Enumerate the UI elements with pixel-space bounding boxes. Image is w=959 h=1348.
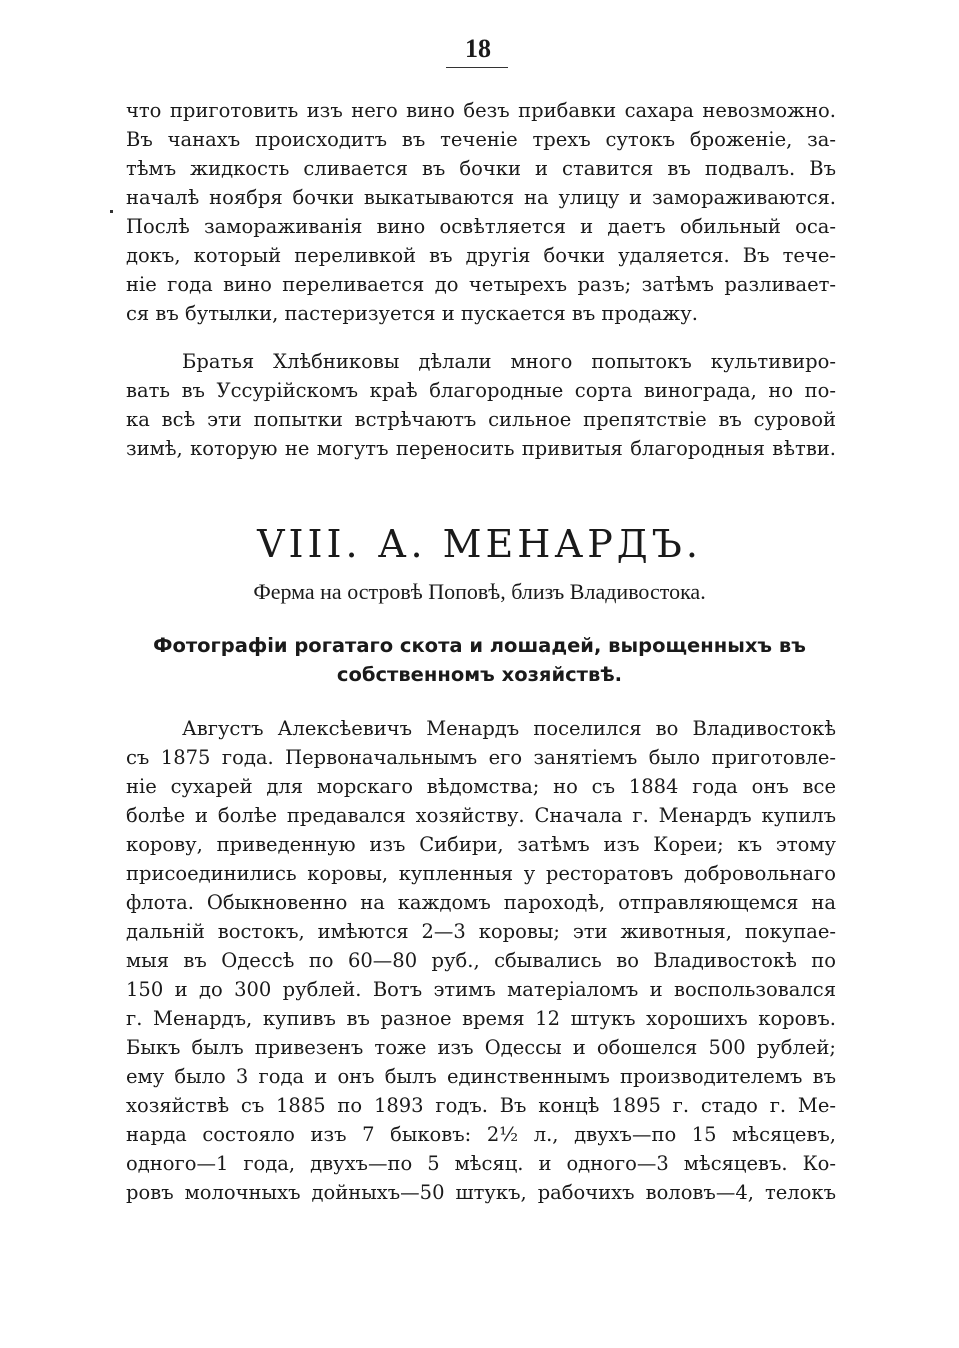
text-line: флота. Обыкновенно на каждомъ пароходѣ, отправляющемся на [126,891,836,914]
page-number-rule [446,67,508,68]
paragraph-menard-farm [126,714,836,1207]
text-line: одного—1 года, двухъ—по 5 мѣсяц. и одного—3 мѣсяцевъ. Ко- [126,1152,836,1175]
text-line: ровъ молочныхъ дойныхъ—50 штукъ, рабочихъ воловъ—4, телокъ [126,1181,836,1204]
text-line: болѣе и болѣе предавался хозяйству. Сначала г. Менардъ купилъ [126,804,836,827]
text-line: Быкъ былъ привезенъ тоже изъ Одессы и обошелся 500 рублей; [126,1036,836,1059]
text-line: дальній востокъ, имѣются 2—3 коровы; эти животныя, покупае- [126,920,836,943]
page-number: 18 [465,34,491,63]
text-line: зимѣ, которую не могутъ переносить привитыя благородныя вѣтви. [126,437,836,460]
text-line: началѣ ноября бочки выкатываются на улицу и замораживаются. [126,186,836,209]
text-line: Августъ Алексѣевичъ Менардъ поселился во Владивостокѣ [182,717,836,740]
photo-caption-line: Фотографіи рогатаго скота и лошадей, вырощенныхъ въ [153,634,806,657]
paragraph-wine-process [126,96,836,328]
text-line: вать въ Уссурійскомъ краѣ благородные сорта винограда, но по- [126,379,836,402]
section-subheading: Ферма на островѣ Поповѣ, близъ Владивостока. [253,579,706,604]
text-line: нарда состояло изъ 7 быковъ: 2½ л., двухъ—по 15 мѣсяцевъ, [126,1123,836,1146]
paragraph-khlebnikov-brothers [126,347,836,463]
text-line: ка всѣ эти попытки встрѣчаютъ сильное препятствіе въ суровой [126,408,836,431]
text-line: Послѣ замораживанія вино освѣтляется и даетъ обильный оса- [126,215,836,238]
text-line: присоединились коровы, купленныя у ресторатовъ добровольнаго [126,862,836,885]
photo-caption-line: собственномъ хозяйствѣ. [336,663,623,686]
text-line: корову, приведенную изъ Сибири, затѣмъ изъ Кореи; къ этому [126,833,836,856]
text-line: Братья Хлѣбниковы дѣлали много попытокъ культивиро- [182,350,836,373]
text-line: ніе года вино переливается до четырехъ разъ; затѣмъ разливает- [126,273,836,296]
text-line: докъ, который переливкой въ другія бочки удаляется. Въ тече- [126,244,836,267]
text-line: хозяйствѣ съ 1885 по 1893 годъ. Въ концѣ 1895 г. стадо г. Ме- [126,1094,836,1117]
text-line: ніе сухарей для морскаго вѣдомства; но съ 1884 года онъ все [126,775,836,798]
margin-mark [110,210,113,213]
text-line: съ 1875 года. Первоначальнымъ его занятіемъ было приготовле- [126,746,836,769]
text-line: мыя въ Одессѣ по 60—80 руб., сбывались во Владивостокѣ по [126,949,836,972]
text-line: тѣмъ жидкость сливается въ бочки и ставится въ подвалъ. Въ [126,157,836,180]
section-heading: VIII. А. МЕНАРДЪ. [257,522,702,566]
text-line: 150 и до 300 рублей. Вотъ этимъ матеріаломъ и воспользовался [126,978,836,1001]
text-line: ся въ бутылки, пастеризуется и пускается въ продажу. [126,302,698,325]
text-line: ему было 3 года и онъ былъ единственнымъ производителемъ въ [126,1065,836,1088]
text-line: Въ чанахъ происходитъ въ теченіе трехъ сутокъ броженіе, за- [126,128,836,151]
text-line: что приготовить изъ него вино безъ прибавки сахара невозможно. [126,99,836,122]
text-line: г. Менардъ, купивъ въ разное время 12 штукъ хорошихъ коровъ. [126,1007,836,1030]
